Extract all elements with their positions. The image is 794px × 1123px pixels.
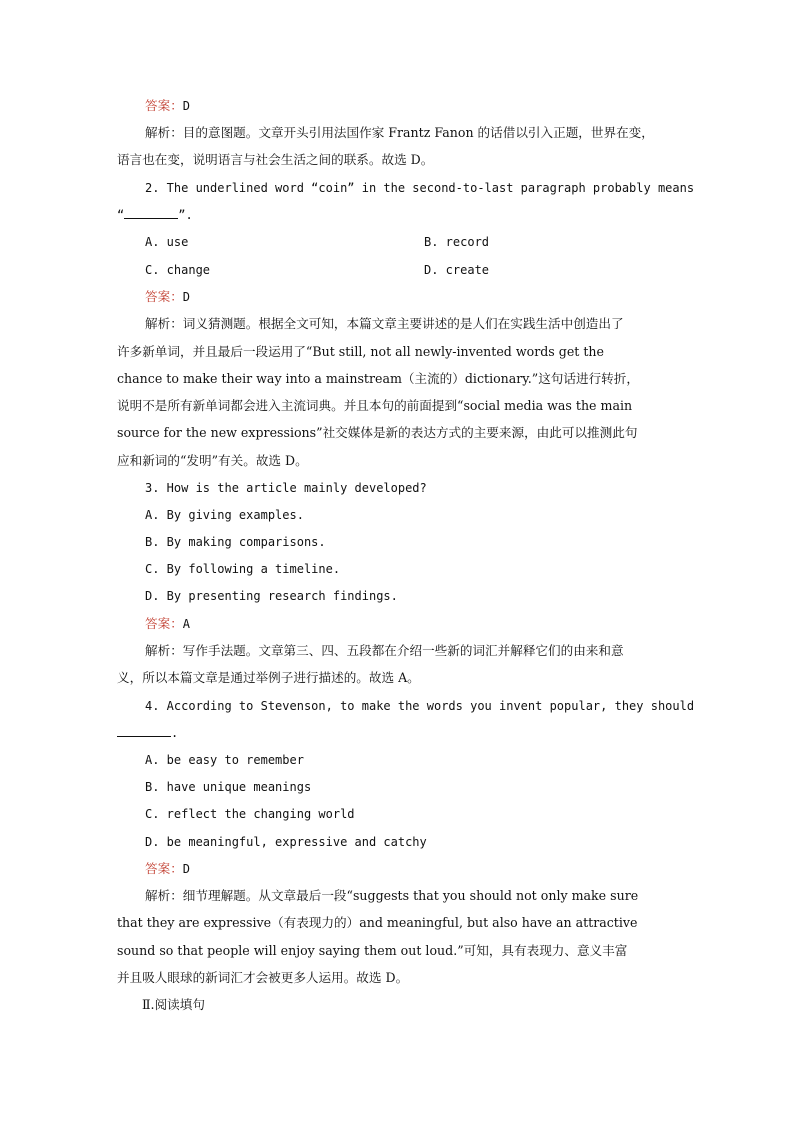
q4-analysis-line-2: that they are expressive（有表现力的）and meaningful, but also have an attractive <box>117 915 638 930</box>
q2-option-d: D. create <box>424 263 490 277</box>
q1-answer <box>145 97 705 115</box>
q2-stem-line-1: 2. The underlined word “coin” in the second-to-last paragraph probably means <box>145 181 695 195</box>
q3-analysis-line-1: 解析：写作手法题。文章第三、四、五段都在介绍一些新的词汇并解释它们的由来和意 <box>145 643 624 658</box>
answer-label: 答案： <box>145 861 183 876</box>
q4-answer <box>145 860 705 878</box>
q1-analysis-line-1: 解析：目的意图题。文章开头引用法国作家 Frantz Fanon 的话借以引入正题，世界在变， <box>145 125 654 140</box>
answer-label: 答案： <box>145 98 183 113</box>
q3-analysis-line-2: 义，所以本篇文章是通过举例子进行描述的。故选 A。 <box>117 670 420 685</box>
q2-analysis-line-4: 说明不是所有新单词都会进入主流词典。并且本句的前面提到“social media was the main <box>117 398 633 413</box>
q4-option-c: C. reflect the changing world <box>145 807 355 821</box>
answer-blank <box>117 725 171 737</box>
q3-option-a: A. By giving examples. <box>145 508 304 522</box>
q3-stem: 3. How is the article mainly developed? <box>145 481 427 495</box>
q2-analysis-line-6: 应和新词的“发明”有关。故选 D。 <box>117 453 308 468</box>
close-quote: ”. <box>178 208 193 222</box>
q4-option-a: A. be easy to remember <box>145 753 304 767</box>
q4-analysis-line-3: sound so that people will enjoy saying them out loud.”可知，具有表现力、意义丰富 <box>117 943 628 958</box>
q4-stem-line-2 <box>117 724 677 742</box>
q3-option-c: C. By following a timeline. <box>145 562 341 576</box>
q2-option-c: C. change <box>145 263 211 277</box>
q3-answer <box>145 615 705 633</box>
answer-label: 答案： <box>145 289 183 304</box>
answer-value: D <box>182 290 191 304</box>
q2-analysis-line-5: source for the new expressions”社交媒体是新的表达方式的主要来源，由此可以推测此句 <box>117 425 638 440</box>
q4-analysis-line-1: 解析：细节理解题。从文章最后一段“suggests that you should not only make sure <box>145 888 639 903</box>
answer-label: 答案： <box>145 616 183 631</box>
q2-analysis-line-3: chance to make their way into a mainstream（主流的）dictionary.”这句话进行转折， <box>117 371 639 386</box>
answer-blank <box>124 207 178 219</box>
q3-option-d: D. By presenting research findings. <box>145 589 398 603</box>
q1-analysis-line-2: 语言也在变，说明语言与社会生活之间的联系。故选 D。 <box>117 152 434 167</box>
q3-option-b: B. By making comparisons. <box>145 535 326 549</box>
q2-option-b: B. record <box>424 235 490 249</box>
q4-stem-line-1: 4. According to Stevenson, to make the words you invent popular, they should <box>145 699 695 713</box>
q2-answer <box>145 288 705 306</box>
section-heading: Ⅱ.阅读填句 <box>142 997 205 1012</box>
q4-option-d: D. be meaningful, expressive and catchy <box>145 835 427 849</box>
q2-stem-line-2 <box>117 206 677 224</box>
stem-period: . <box>171 726 179 740</box>
q4-option-b: B. have unique meanings <box>145 780 312 794</box>
open-quote: “ <box>117 208 125 222</box>
answer-value: A <box>182 617 191 631</box>
q2-analysis-line-1: 解析：词义猜测题。根据全文可知，本篇文章主要讲述的是人们在实践生活中创造出了 <box>145 316 624 331</box>
q2-option-a: A. use <box>145 235 189 249</box>
q2-analysis-line-2: 许多新单词，并且最后一段运用了“But still, not all newly-invented words get the <box>117 344 604 359</box>
answer-value: D <box>182 99 191 113</box>
q4-analysis-line-4: 并且吸人眼球的新词汇才会被更多人运用。故选 D。 <box>117 970 409 985</box>
answer-value: D <box>182 862 191 876</box>
